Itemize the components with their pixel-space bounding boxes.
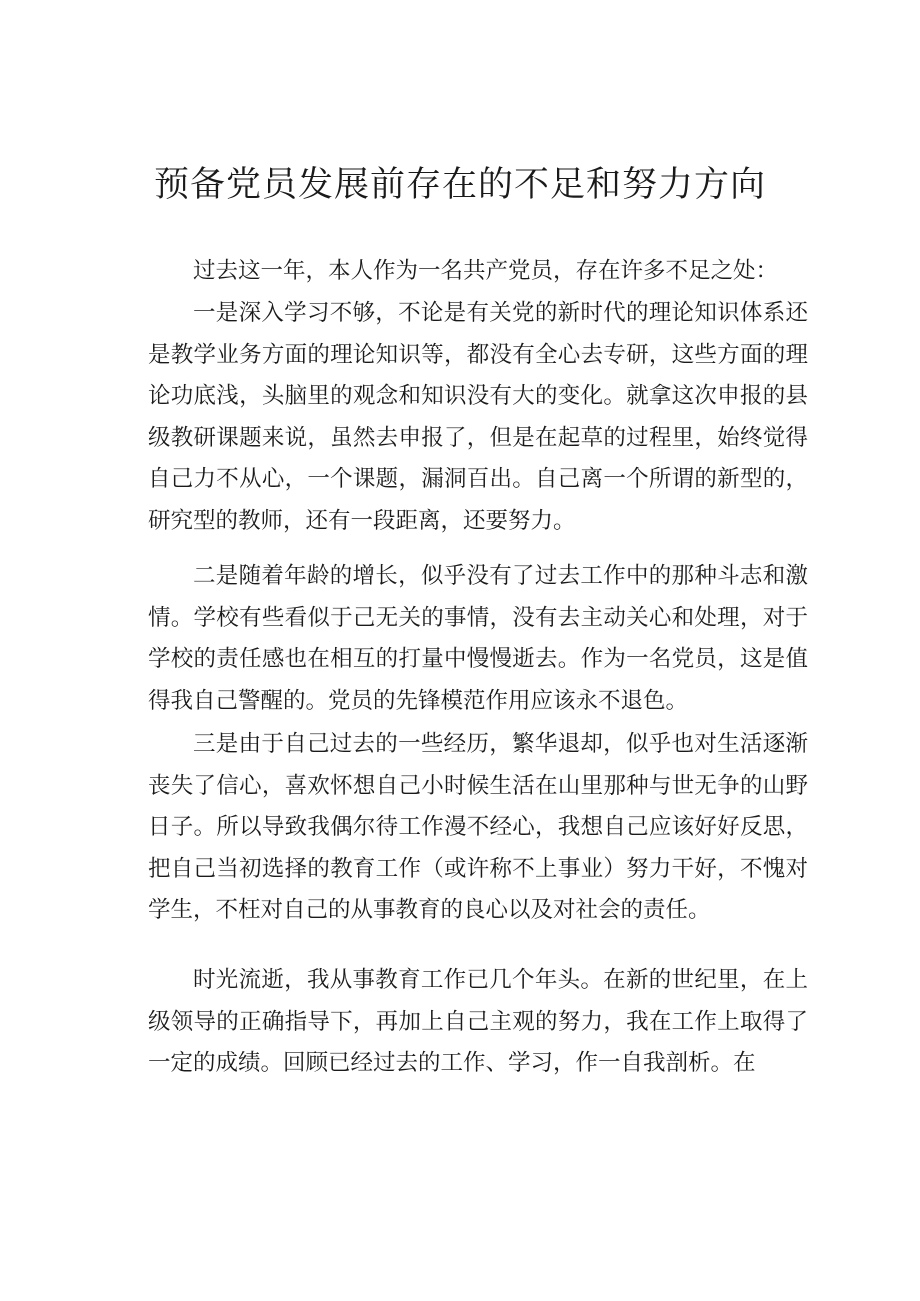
paragraph-point-one: 一是深入学习不够，不论是有关党的新时代的理论知识体系还是教学业务方面的理论知识等，都没有全心去专研，这些方面的理论功底浅，头脑里的观念和知识没有大的变化。就拿这次申报的县级教研课题来说，虽然去申报了，但是在起草的过程里，始终觉得自己力不从心，一个课题，漏洞百出。自己离一个所谓的新型的，研究型的教师，还有一段距离，还要努力。 xyxy=(148,300,808,534)
paragraph-point-three: 三是由于自己过去的一些经历，繁华退却，似乎也对生活逐渐丧失了信心，喜欢怀想自己小时候生活在山里那种与世无争的山野日子。所以导致我偶尔待工作漫不经心，我想自己应该好好反思，把自己当初选择的教育工作（或许称不上事业）努力干好，不愧对学生，不枉对自己的从事教育的良心以及对社会的责任。 xyxy=(148,731,808,923)
paragraph-intro: 过去这一年，本人作为一名共产党员，存在许多不足之处： xyxy=(193,258,779,284)
paragraph-point-two: 二是随着年龄的增长，似乎没有了过去工作中的那种斗志和激情。学校有些看似于己无关的事情，没有去主动关心和处理，对于学校的责任感也在相互的打量中慢慢逝去。作为一名党员，这是值得我自己警醒的。党员的先锋模范作用应该永不退色。 xyxy=(148,563,808,714)
paragraph-self-review: 时光流逝，我从事教育工作已几个年头。在新的世纪里，在上级领导的正确指导下，再加上自己主观的努力，我在工作上取得了一定的成绩。回顾已经过去的工作、学习，作一自我剖析。在 xyxy=(148,967,808,1076)
document-title: 预备党员发展前存在的不足和努力方向 xyxy=(153,165,766,205)
